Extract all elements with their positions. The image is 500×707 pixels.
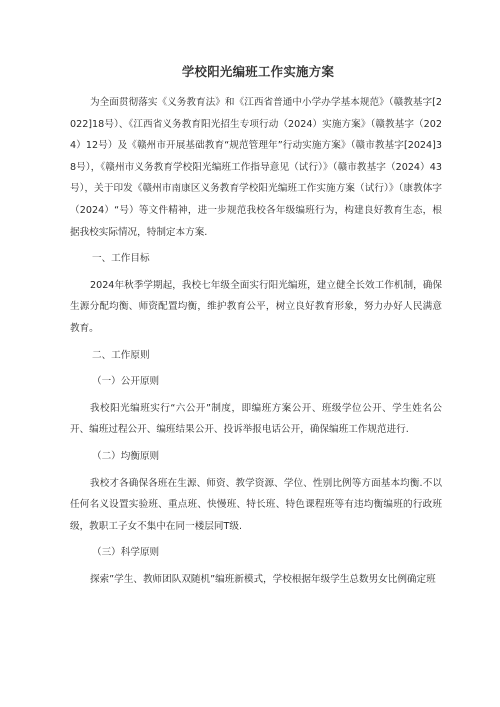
openness-paragraph: 我校阳光编班实行“六公开”制度，即编班方案公开、班级学位公开、学生姓名公开、编班过程公开、编班结果公开、投诉举报电话公开，确保编班工作规范进行. [70, 402, 442, 436]
balance-paragraph: 我校才各确保各班在生源、师资、教学资源、学位、性别比例等方面基本均衡.不以任何名义设置实验班、重点班、快慢班、特长班、特色课程班等有违均衡编班的行政班级，教职工子女不集中在同一楼层同T级. [70, 477, 442, 532]
intro-paragraph: 为全面贯彻落实《义务教育法》和《江西省普通中小学办学基本规范》（赣教基字[2022]18号）、《江西省义务教育阳光招生专项行动（2024）实施方案》（赣教基字（2024）12号）及《赣州市开展基础教育“规范管理年”行动实施方案》（赣市教基字[2024]38号），《赣州市义务教育学校阳光编班工作指导意见（试行）》（赣市教基字（2024）43号），关于印发《赣州市南康区义务教育学校阳光编班工作实施方案（试行）》（康教体字（2024）“号）等文件精神，进一步规范我校各年级编班行为，构建良好教育生态，根据我校实际情况，特制定本方案. [70, 97, 442, 238]
document-title: 学校阳光编班工作实施方案 [181, 64, 335, 79]
goals-paragraph: 2024年秋季学期起，我校七年级全面实行阳光编班，建立健全长效工作机制，确保生源分配均衡、师资配置均衡，维护教育公平，树立良好教育形象，努力办好人民满意教育。 [70, 279, 442, 334]
subsection-heading-balance: （二）均衡原则 [92, 450, 160, 462]
subsection-heading-openness: （一）公开原则 [92, 376, 160, 388]
subsection-heading-science: （三）科学原则 [92, 547, 160, 559]
section-heading-principles: 二、工作原则 [92, 349, 150, 361]
science-paragraph: 探索”学生、教师团队双随机”编班新模式，学校根据年级学生总数男女比例确定班 [90, 573, 436, 585]
section-heading-goals: 一、工作目标 [92, 253, 150, 265]
